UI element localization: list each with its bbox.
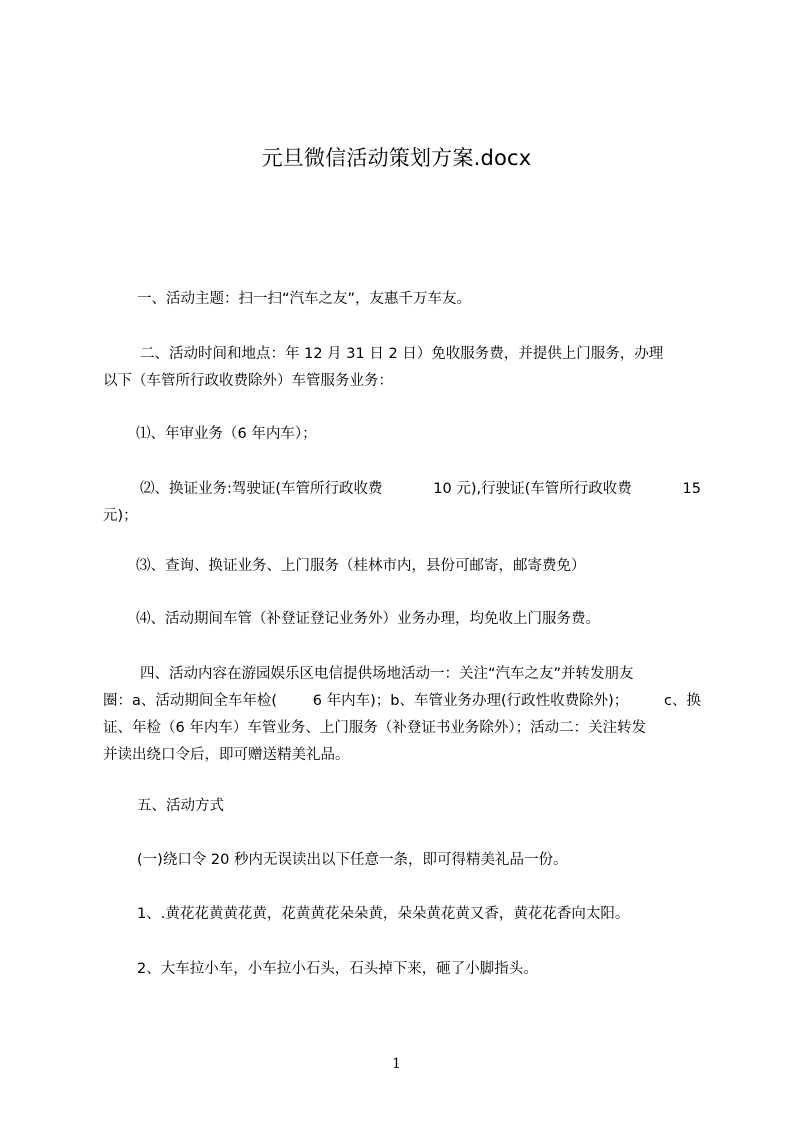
paragraph-line-segment: 圈：a、活动期间全车年检(: [103, 693, 278, 709]
paragraph-line: [103, 688, 701, 715]
paragraph-line-segment: ⑵、换证业务:驾驶证(车管所行政收费: [140, 481, 383, 497]
paragraph-line-segment: 6 年内车)；b、车管业务办理(行政性收费除外)；: [312, 693, 629, 709]
paragraph-line-segment: c、换: [664, 693, 701, 709]
paragraph-line: [103, 476, 701, 503]
paragraph-activity-method-heading: [103, 793, 701, 820]
paragraph-line: 二、活动时间和地点：年 12 月 31 日 2 日）免收服务费，并提供上门服务，办理: [140, 346, 664, 362]
paragraph-activity-time-place: [103, 341, 701, 395]
paragraph-line: 证、年检（6 年内车）车管业务、上门服务（补登证书业务除外）；活动二：关注转发: [103, 720, 647, 736]
paragraph-line: 四、活动内容在游园娱乐区电信提供场地活动一：关注“汽车之友”并转发朋友: [140, 666, 634, 682]
paragraph-line: 并读出绕口令后，即可赠送精美礼品。: [103, 747, 350, 763]
page-number: 1: [392, 1056, 401, 1072]
paragraph-line: ⑶、查询、换证业务、上门服务（桂林市内，县份可邮寄，邮寄费免）: [136, 558, 586, 574]
paragraph-line: 元)；: [103, 508, 138, 524]
paragraph-line: ⑷、活动期间车管（补登证登记业务外）业务办理，均免收上门服务费。: [136, 611, 600, 627]
paragraph-line: 一、活动主题：扫一扫“汽车之友”，友惠千万车友。: [137, 291, 472, 307]
paragraph-line: 2、大车拉小车，小车拉小石头，石头掉下来，砸了小脚指头。: [137, 961, 538, 977]
paragraph-inquiry-service: [103, 553, 701, 580]
paragraph-line-segment: 10 元),行驶证(车管所行政收费: [433, 481, 632, 497]
paragraph-annual-review: [103, 421, 701, 448]
paragraph-activity-theme: [103, 286, 701, 313]
paragraph-line-segment: 15: [682, 481, 701, 497]
paragraph-license-renewal: [103, 476, 701, 530]
paragraph-activity-content: [103, 661, 701, 769]
paragraph-line: 以下（车管所行政收费除外）车管服务业务：: [103, 373, 393, 389]
paragraph-line: 1、.黄花花黄黄花黄，花黄黄花朵朵黄，朵朵黄花黄又香，黄花花香向太阳。: [137, 906, 630, 922]
document-title: 元旦微信活动策划方案.docx: [261, 146, 532, 170]
paragraph-tongue-twister-1: [103, 901, 701, 928]
paragraph-line: 五、活动方式: [137, 798, 224, 814]
paragraph-tongue-twister-rule: [103, 847, 701, 874]
paragraph-line: (一)绕口令 20 秒内无误读出以下任意一条，即可得精美礼品一份。: [137, 852, 568, 868]
paragraph-tongue-twister-2: [103, 956, 701, 983]
paragraph-line: ⑴、年审业务（6 年内车）；: [136, 426, 317, 442]
paragraph-service-fee-waiver: [103, 606, 701, 633]
